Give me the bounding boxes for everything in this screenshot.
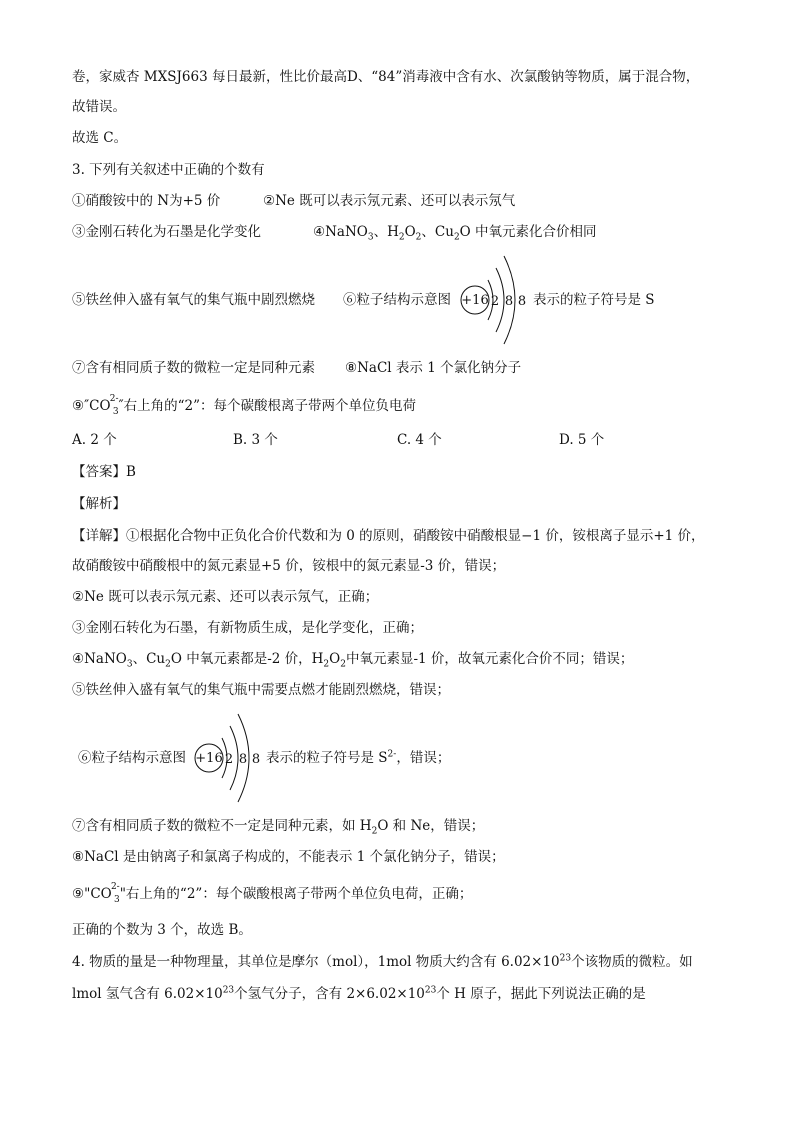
text-line: 故选 C。 [72, 130, 128, 146]
electron-shell-2: 8 [238, 752, 248, 767]
electron-shell-1: 2 [224, 752, 234, 767]
option-c: C. 4 个 [397, 432, 442, 448]
electron-shell-1: 2 [490, 294, 500, 309]
detail-line: 表示的粒子符号是 $S^{2-}$，错误； [266, 749, 451, 766]
statement-1: ①硝酸铵中的 N为+5 价 [72, 193, 221, 209]
detail-line: ⑧NaCl 是由钠离子和氯离子构成的，不能表示 1 个氯化钠分子，错误； [72, 849, 505, 865]
detail-line: ⑦含有相同质子数的微粒不一定是同种元素，如 $H_2O$ 和 Ne，错误； [72, 818, 485, 837]
text-line: 卷，家威杏 MXSJ663 每日最新，性比价最高D、“84”消毒液中含有水、次氯酸钠等物质，属于混合物， [72, 69, 700, 85]
detail-line: ⑨"CO 2- 3 "右上角的“2”：每个碳酸根离子带两个单位负电荷，正确； [72, 882, 473, 905]
electron-shell-3: 8 [517, 294, 527, 309]
analysis-label: 【解析】 [72, 496, 126, 512]
statement-3: ③金刚石转化为石墨是化学变化 [72, 224, 261, 240]
statement-9: ⑨″CO 2- 3 ″右上角的“2”：每个碳酸根离子带两个单位负电荷 [72, 394, 416, 417]
detail-line: ④NaNO$_3$、$Cu_2O$ 中氧元素都是-2 价，$H_2O_2$中氧元素显-1 价，故氧元素化合价不同；错误； [72, 651, 634, 670]
detail-line: 故硝酸铵中硝酸根中的氮元素显+5 价，铵根中的氮元素显-3 价，错误； [72, 558, 506, 574]
answer-label: 【答案】B [72, 464, 136, 480]
nucleus-charge: +16 [195, 751, 223, 766]
question-3-stem: 3. 下列有关叙述中正确的个数有 [72, 162, 265, 178]
statement-2: ②Ne 既可以表示氖元素、还可以表示氖气 [263, 193, 516, 209]
statement-7: ⑦含有相同质子数的微粒一定是同种元素 [72, 360, 315, 376]
detail-line: ⑥粒子结构示意图 [78, 750, 186, 766]
detail-line: ③金刚石转化为石墨，有新物质生成，是化学变化，正确； [72, 620, 423, 636]
statement-8: ⑧NaCl 表示 1 个氯化钠分子 [345, 360, 522, 376]
atom-structure-diagram [192, 710, 272, 806]
statement-5: ⑤铁丝伸入盛有氧气的集气瓶中剧烈燃烧 [72, 292, 315, 308]
statement-4: ④NaNO$_3$、$H_2O_2$、$Cu_2O$ 中氧元素化合价相同 [313, 224, 597, 243]
text-line: 故错误。 [72, 99, 126, 115]
detail-conclusion: 正确的个数为 3 个，故选 B。 [72, 922, 252, 938]
option-d: D. 5 个 [559, 432, 605, 448]
statement-6-label: ⑥粒子结构示意图 [343, 292, 451, 308]
detail-line: ⑤铁丝伸入盛有氧气的集气瓶中需要点燃才能剧烈燃烧，错误； [72, 682, 450, 698]
nucleus-charge: +16 [461, 293, 489, 308]
detail-line: ②Ne 既可以表示氖元素、还可以表示氖气，正确； [72, 589, 379, 605]
statement-6-tail: 表示的粒子符号是 S [533, 292, 655, 308]
question-4-line: 4. 物质的量是一种物理量，其单位是摩尔（mol），1mol 物质大约含有 $6.02\times 10^{23}$个该物质的微粒。如 [72, 953, 693, 970]
question-4-line: lmol 氢气含有 $6.02\times 10^{23}$个氢气分子，含有 $2\times 6.02\times 10^{23}$个 H 原子，据此下列说法正确的是 [72, 985, 646, 1002]
atom-structure-diagram [458, 252, 538, 348]
electron-shell-3: 8 [251, 752, 261, 767]
electron-shell-2: 8 [504, 294, 514, 309]
option-b: B. 3 个 [233, 432, 278, 448]
detail-line: 【详解】①根据化合物中正负化合价代数和为 0 的原则，硝酸铵中硝酸根显−1 价，铵根离子显示+1 价， [72, 528, 705, 544]
option-a: A. 2 个 [72, 432, 117, 448]
